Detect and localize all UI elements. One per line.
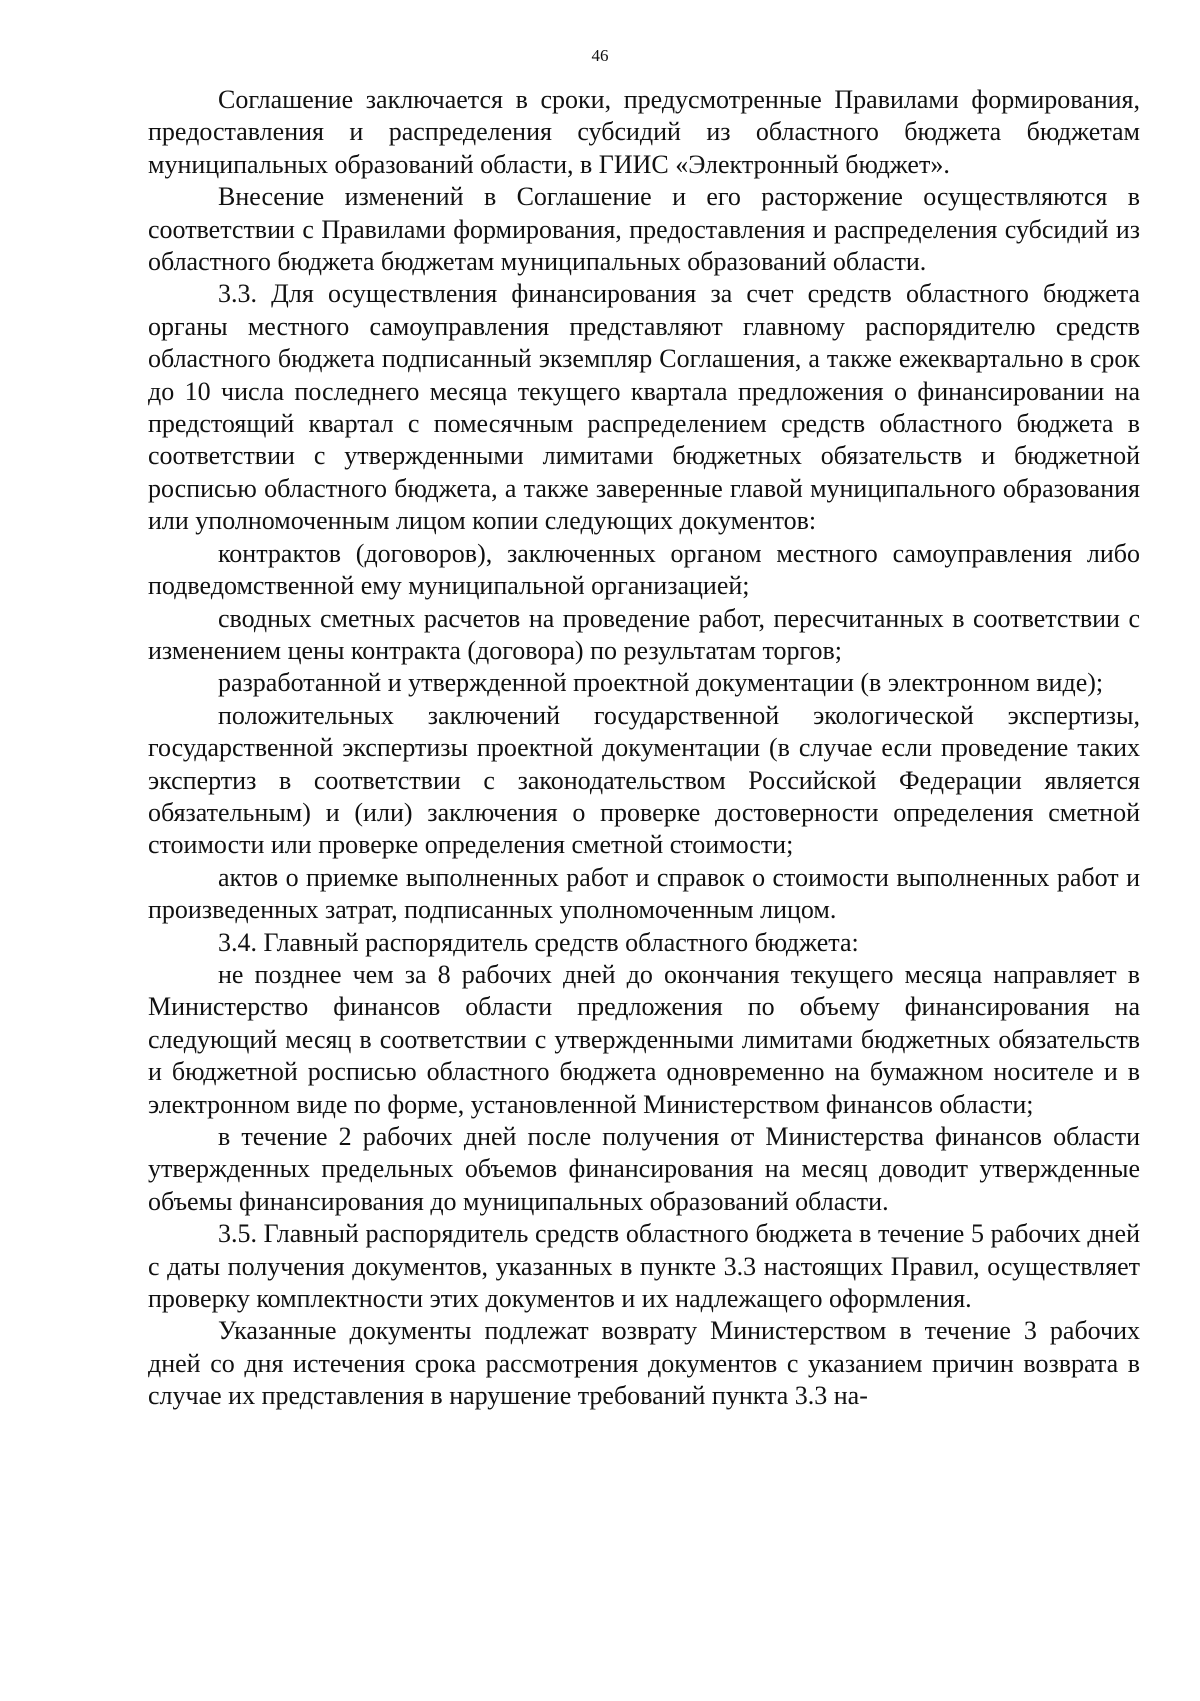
list-item-acceptance-acts: актов о приемке выполненных работ и справок о стоимости выполненных работ и произведенных затрат, подписанных уполномоченным лицом. [148, 862, 1140, 925]
page-number: 46 [591, 46, 609, 65]
list-item-expert-conclusions: положительных заключений государственной экологической экспертизы, государственной экспертизы проектной документации (в случае если проведение таких экспертиз в соответствии с законодательством Российской Федерации является обязательным) и (или) заключения о проверке достоверности определения сметной стоимости или проверке определения сметной стоимости; [148, 700, 1140, 860]
list-item-project-documentation: разработанной и утвержденной проектной документации (в электронном виде); [218, 668, 1104, 698]
list-item-financing-proposals: не позднее чем за 8 рабочих дней до окончания текущего месяца направляет в Министерство финансов области предложения по объему финансирования на следующий месяц в соответствии с утвержденными лимитами бюджетных обязательств и бюджетной росписью областного бюджета одновременно на бумажном носителе и в электронном виде по форме, установленной Министерством финансов области; [148, 959, 1140, 1119]
paragraph-agreement-terms: Соглашение заключается в сроки, предусмотренные Правилами формирования, предоставления и распределения субсидий из областного бюджета бюджетам муниципальных образований области, в ГИИС «Электронный бюджет». [148, 85, 1140, 179]
list-item-estimates: сводных сметных расчетов на проведение работ, пересчитанных в соответствии с изменением цены контракта (договора) по результатам торгов; [148, 603, 1140, 665]
list-item-financing-limits: в течение 2 рабочих дней после получения от Министерства финансов области утвержденных предельных объемов финансирования на месяц доводит утвержденные объемы финансирования до муниципальных образований области. [148, 1122, 1140, 1216]
paragraph-3-3: 3.3. Для осуществления финансирования за счет средств областного бюджета органы местного самоуправления представляют главному распорядителю средств областного бюджета подписанный экземпляр Соглашения, а также ежеквартально в срок до 10 числа последнего месяца текущего квартала предложения о финансировании на предстоящий квартал с помесячным распределением средств областного бюджета в соответствии с утвержденными лимитами бюджетных обязательств и бюджетной росписью областного бюджета, а также заверенные главой муниципального образования или уполномоченным лицом копии следующих документов: [148, 279, 1140, 536]
list-item-contracts: контрактов (договоров), заключенных органом местного самоуправления либо подведомственной ему муниципальной организацией; [148, 538, 1140, 601]
paragraph-3-4: 3.4. Главный распорядитель средств областного бюджета: [218, 927, 859, 957]
paragraph-agreement-changes: Внесение изменений в Соглашение и его расторжение осуществляются в соответствии с Правилами формирования, предоставления и распределения субсидий из областного бюджета бюджетам муниципальных образований области. [148, 182, 1140, 277]
paragraph-documents-return: Указанные документы подлежат возврату Министерством в течение 3 рабочих дней со дня истечения срока рассмотрения документов с указанием причин возврата в случае их представления в нарушение требований пункта 3.3 на- [148, 1316, 1140, 1411]
paragraph-3-5: 3.5. Главный распорядитель средств областного бюджета в течение 5 рабочих дней с даты получения документов, указанных в пункте 3.3 настоящих Правил, осуществляет проверку комплектности этих документов и их надлежащего оформления. [148, 1219, 1140, 1314]
document-body [148, 84, 1140, 1413]
